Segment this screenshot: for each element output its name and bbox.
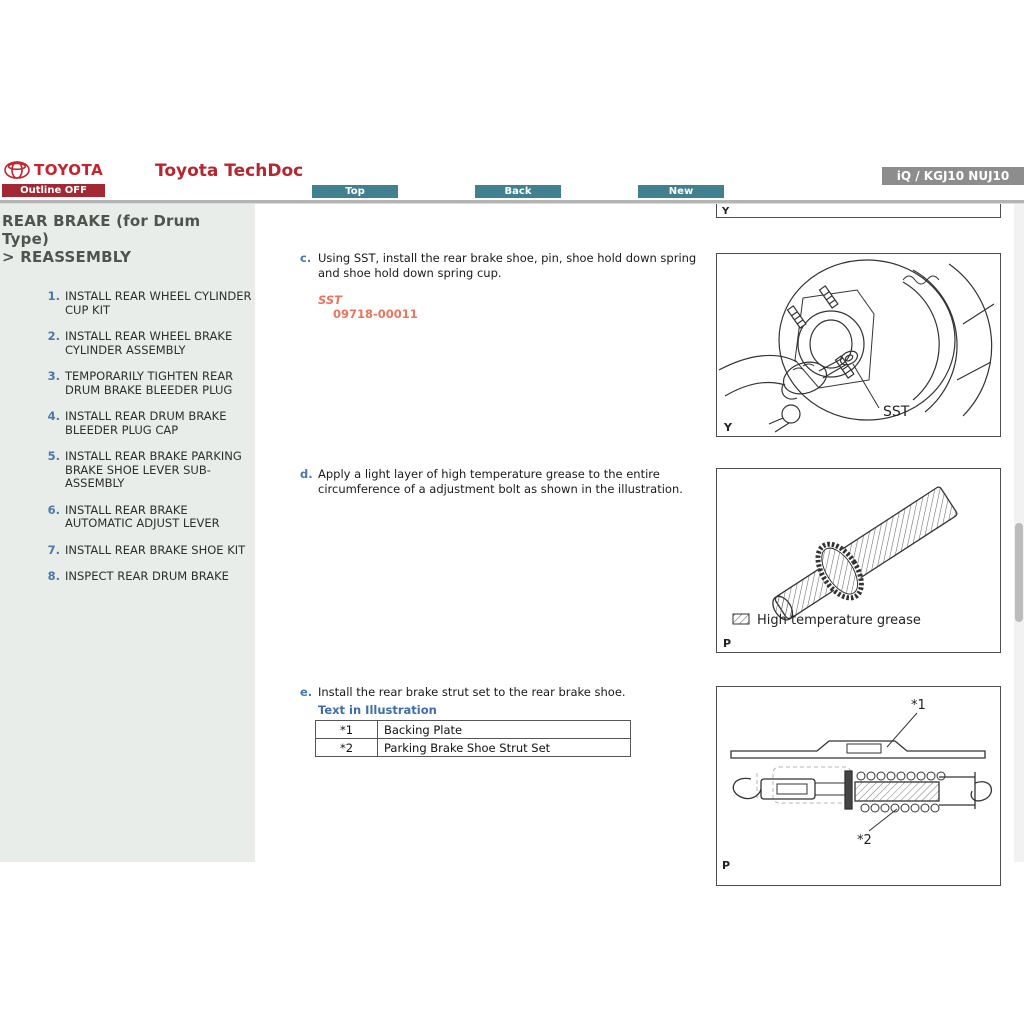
strut-label-1: *1 (911, 698, 926, 713)
table-row (316, 739, 631, 757)
table-row (316, 721, 631, 739)
strut-label-2: *2 (857, 833, 872, 848)
page-title (2, 212, 252, 266)
sidebar-item-install-parking-brake-shoe-lever[interactable]: 5. INSTALL REAR BRAKE PARKING BRAKE SHOE LEVER SUB-ASSEMBLY (47, 449, 242, 490)
vertical-scrollbar[interactable] (1014, 204, 1024, 862)
grease-legend-label: High temperature grease (757, 613, 921, 628)
legend-key: *2 (316, 739, 378, 757)
techdoc-app (0, 160, 1024, 872)
legend-value: Backing Plate (378, 721, 631, 739)
figure-previous-partial (716, 204, 1001, 218)
sidebar-item-install-rear-brake-shoe-kit[interactable]: 7. INSTALL REAR BRAKE SHOE KIT (47, 542, 246, 557)
step-e-letter: e. (300, 685, 313, 699)
figure-sst-install (716, 253, 1001, 437)
sidebar-item-inspect-rear-drum-brake[interactable]: 8. INSPECT REAR DRUM BRAKE (47, 569, 229, 583)
procedure-list (42, 290, 252, 597)
sst-part-number: 09718-00011 (333, 307, 418, 321)
adjustment-bolt-illustration (717, 469, 1000, 652)
sidebar-item-temporarily-tighten-bleeder-plug[interactable]: 3. TEMPORARILY TIGHTEN REAR DRUM BRAKE BLEEDER PLUG (47, 369, 234, 397)
outline-off-button[interactable]: Outline OFF (2, 184, 105, 197)
legend-key: *1 (316, 721, 378, 739)
strut-set-illustration (717, 687, 1000, 885)
page-title-line2: > REASSEMBLY (2, 248, 132, 266)
main-content (255, 204, 1014, 872)
sidebar-item-install-rear-wheel-cylinder-cup-kit[interactable]: 1. INSTALL REAR WHEEL CYLINDER CUP KIT (47, 289, 252, 317)
step-e-text: Install the rear brake strut set to the rear brake shoe. (318, 685, 626, 699)
header (0, 160, 1024, 200)
brake-assembly-illustration (717, 254, 1000, 436)
figure-grease-bolt (716, 468, 1001, 653)
back-button[interactable]: Back (475, 185, 561, 198)
brand-wordmark: TOYOTA (34, 161, 104, 179)
sidebar (0, 204, 255, 862)
figure-strut-set (716, 686, 1001, 886)
page-title-line1: REAR BRAKE (for Drum Type) (2, 212, 201, 248)
step-d-text: Apply a light layer of high temperature grease to the entire circumference of a adjustment bolt as shown in the illustration. (318, 467, 683, 496)
figure-corner-code: Y (722, 206, 730, 217)
step-d-letter: d. (300, 467, 313, 481)
figure-corner-code: Y (724, 421, 732, 434)
vehicle-model-badge: iQ / KGJ10 NUJ10 (882, 167, 1024, 185)
toyota-logo (4, 161, 103, 179)
step-c-letter: c. (300, 251, 312, 265)
new-button[interactable]: New (638, 185, 724, 198)
sst-callout-label: SST (883, 404, 910, 420)
top-button[interactable]: Top (312, 185, 398, 198)
sidebar-item-install-automatic-adjust-lever[interactable]: 6. INSTALL REAR BRAKE AUTOMATIC ADJUST LEVER (47, 502, 220, 530)
scrollbar-thumb[interactable] (1015, 523, 1023, 622)
sidebar-item-install-bleeder-plug-cap[interactable]: 4. INSTALL REAR DRUM BRAKE BLEEDER PLUG CAP (47, 409, 227, 437)
sst-heading: SST (318, 293, 342, 307)
figure-corner-code: P (723, 637, 732, 650)
legend-value: Parking Brake Shoe Strut Set (378, 739, 631, 757)
text-in-illustration-title: Text in Illustration (318, 703, 437, 717)
illustration-legend-table (315, 720, 631, 757)
figure-corner-code: P (722, 859, 731, 872)
sidebar-item-install-rear-wheel-brake-cylinder-assembly[interactable]: 2. INSTALL REAR WHEEL BRAKE CYLINDER ASSEMBLY (47, 329, 233, 357)
app-title: Toyota TechDoc (155, 161, 304, 181)
toyota-logo-icon (4, 161, 30, 179)
step-c-text: Using SST, install the rear brake shoe, pin, shoe hold down spring and shoe hold down spring cup. (318, 251, 697, 280)
